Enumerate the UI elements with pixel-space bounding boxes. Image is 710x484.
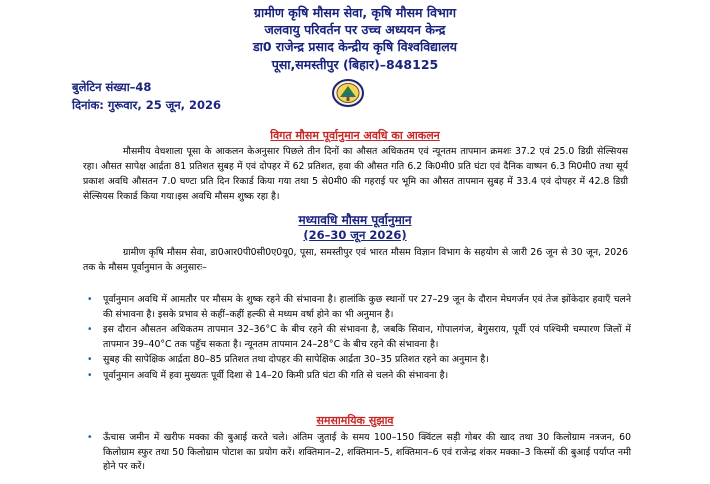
forecast-period [0,228,710,243]
forecast-title-text: मध्यावधि मौसम पूर्वानुमान [298,213,412,227]
university-emblem-icon [331,78,365,108]
header-line-2: जलवायु परिवर्तन पर उच्च अध्ययन केन्द्र [264,22,446,37]
past-forecast-title [0,128,710,143]
past-forecast-title-text: विगत मौसम पूर्वानुमान अवधि का आकलन [270,129,440,142]
bullet-dot-icon: • [87,369,93,381]
forecast-bullet-text: इस दौरान औसतन अधिकतम तापमान 32–36°C के बीच रहने की संभावना है, जबकि सिवान, गोपालगंज, बेगुसराय, पूर्वी एवं पश्चिमी चम्पारण जिलों में तापमान 39–40°C तक पहुँच सकता है। न्यूनतम तापमान 24–28°C के बीच रहने की संभावना है। [103,324,631,350]
forecast-bullet [83,293,631,322]
forecast-bullet-text: पूर्वानुमान अवधि में हवा मुख्यतः पूर्वी दिशा से 14–20 किमी प्रति घंटा की गति से चलने की संभावना है। [103,369,449,381]
bulletin-number: बुलेटिन संख्या–48 [72,80,152,94]
advisory-bullet-text: ऊँचास जमीन में खरीफ मक्का की बुआई करते चले। अंतिम जुताई के समय 100–150 क्विंटल सड़ी गोबर की खाद तथा 30 किलोग्राम नत्रजन, 60 किलोग्राम स्फुर तथा 50 किलोग्राम पोटाश का प्रयोग करें। शक्तिमान–2, शक्तिमान–5, शक्तिमान–6 एवं राजेन्द्र शंकर मक्का–3 किस्मों की बुआई पर्याप्त नमी होने पर करें। [103,432,631,473]
advisory-title [0,413,710,428]
forecast-bullet [83,323,631,352]
past-forecast-paragraph: मौसमीय वेधशाला पूसा के आकलन केअनुसार पिछले तीन दिनों का औसत अधिकतम एवं न्यूनतम तापमान क्रमशः 37.2 एवं 25.0 डिग्री सेल्सियस रहा। औसत सापेक्ष आर्द्रता 81 प्रतिशत सुबह में एवं दोपहर में 62 प्रतिशत, हवा की औसत गति 6.2 कि0मी0 प्रति घंटा एवं दैनिक वाष्पन 6.3 मि0मी0 तथा सूर्य प्रकाश अवधि औसतन 7.0 घण्टा प्रति दिन रिकार्ड किया गया तथा 5 से0मी0 की गहराई पर भूमि का औसत तापमान सुबह में 33.4 एवं दोपहर में 42.8 डिग्री सेल्सियस रिकार्ड किया गया।इस अवधि मौसम शुष्क रहा है। [83,146,628,202]
forecast-bullet-list [83,293,631,385]
advisory-title-text: समसामयिक सुझाव [316,414,394,427]
forecast-bullet-text: सुबह की सापेक्षिक आर्द्रता 80–85 प्रतिशत तथा दोपहर की सापेक्षिक आर्द्रता 30–35 प्रतिशत रहने का अनुमान है। [103,354,489,366]
forecast-title [0,211,710,228]
header-line-4: पूसा,समस्तीपुर (बिहार)–848125 [271,57,439,72]
advisory-bullet-list [83,431,631,475]
forecast-intro-paragraph: ग्रामीण कृषि मौसम सेवा, डा0आर0पी0सी0ए0यू0, पूसा, समस्तीपुर एवं भारत मौसम विज्ञान विभाग के सहयोग से जारी 26 जून से 30 जून, 2026 तक के मौसम पूर्वानुमान के अनुसारः– [83,247,628,273]
advisory-bullet [83,431,631,475]
bullet-dot-icon: • [87,432,93,443]
bullet-dot-icon: • [87,324,93,336]
forecast-bullet [83,369,631,384]
bullet-dot-icon: • [87,294,93,305]
forecast-bullet-text: पूर्वानुमान अवधि में आमतौर पर मौसम के शुष्क रहने की संभावना है। हालांकि कुछ स्थानों पर 27–29 जून के दौरान मेघगर्जन एवं तेज झोंकेदार हवाएँ चलने की संभावना है। इसके प्रभाव से कहीं–कहीं हल्की से मध्यम वर्षा होने का भी अनुमान है। [103,294,631,320]
bulletin-date: दिनांक: गुरूवार, 25 जून, 2026 [72,98,222,112]
header-line-1: ग्रामीण कृषि मौसम सेवा, कृषि मौसम विभाग [253,5,457,20]
forecast-bullet [83,353,631,368]
header-line-3: डा0 राजेन्द्र प्रसाद केन्द्रीय कृषि विश्वविद्यालय [252,39,458,54]
forecast-period-text: (26–30 जून 2026) [303,228,407,242]
bullet-dot-icon: • [87,354,93,366]
